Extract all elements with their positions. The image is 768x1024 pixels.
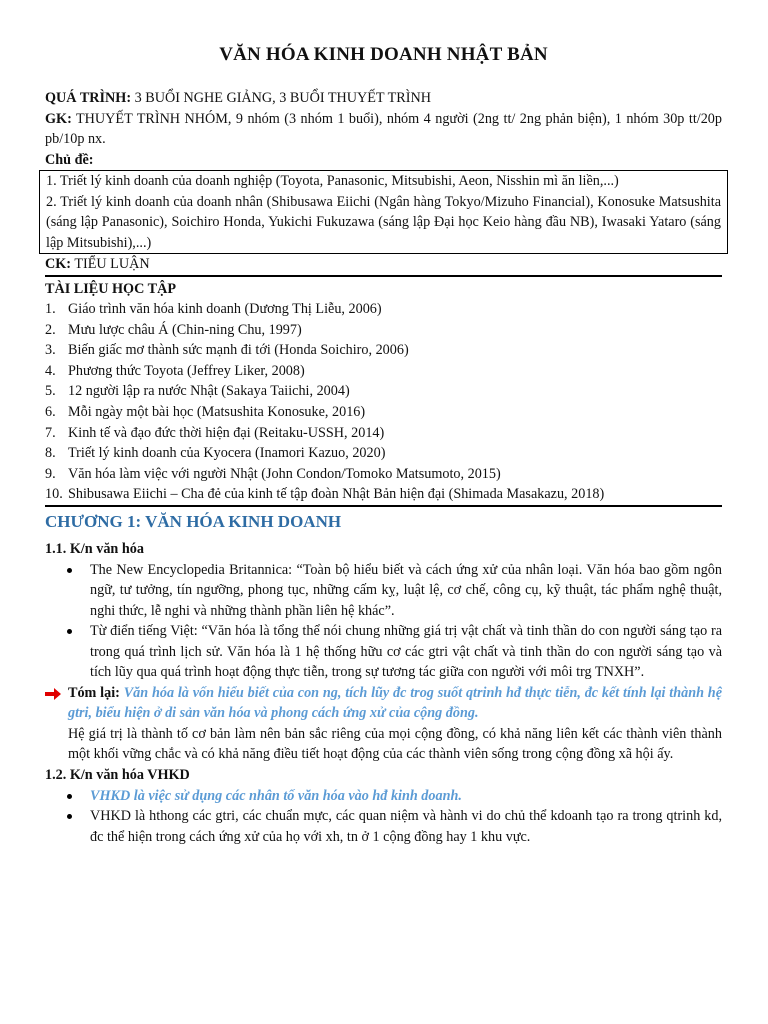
reference-item: 3. Biến giấc mơ thành sức mạnh đi tới (Honda Soichiro, 2006) [45,342,409,359]
ck-label: CK: [45,256,72,272]
gk-label: GK: [45,110,72,127]
reference-item: 5. 12 người lập ra nước Nhật (Sakaya Taiichi, 2004) [45,383,350,400]
bullet-icon [45,560,90,622]
list-item: VHKD là việc sử dụng các nhân tố văn hóa vào hđ kinh doanh. [45,786,722,807]
reference-item: 6. Mỗi ngày một bài học (Matsushita Konosuke, 2016) [45,403,366,420]
gk-text: THUYẾT TRÌNH NHÓM, 9 nhóm (3 nhóm 1 buổi), nhóm 4 người (2ng tt/ 2ng phản biện), 1 nhóm 30p tt/20p pb/10p nx. [45,110,722,147]
process-text: 3 BUỔI NGHE GIẢNG, 3 BUỔI THUYẾT TRÌNH [134,90,431,106]
gk-line [45,109,722,150]
bullet-icon [45,621,90,683]
reference-item: 7. Kinh tế và đạo đức thời hiện đại (Reitaku-USSH, 2014) [45,424,385,441]
list-item: The New Encyclopedia Britannica: “Toàn bộ hiểu biết và cách ứng xử của nhân loại. Văn hóa bao gồm ngôn ngữ, tư tưởng, tín ngưỡng, phong tục, những cấm kỵ, luật lệ, cơ chế, công cụ, kỹ thuật, tác phẩm nghệ thuật, nghi thức, lễ nghi và những thành phần liên hệ khác”. [45,560,722,622]
topic-item: 2. Triết lý kinh doanh của doanh nhân (Shibusawa Eiichi (Ngân hàng Tokyo/Mizuho Financial), Konosuke Matsushita (sáng lập Panasonic), Soichiro Honda, Yukichi Fukuzawa (sáng lập Đại học Keio hàng đầu NB), Iwasaki Yataro (sáng lập Mitsubishi),...) [46,193,721,251]
references-list [45,299,722,507]
section-heading: 1.1. K/n văn hóa [45,540,144,557]
topic-label: Chủ đề: [45,151,94,168]
process-label: QUÁ TRÌNH [45,90,127,106]
summary-block [45,683,722,724]
bullet-icon [45,806,90,847]
list-item: VHKD là hthong các gtri, các chuẩn mực, các quan niệm và hành vi do chủ thể kdoanh tạo ra trong qtrinh kd, đc thể hiện trong cách ứng xử của họ với xh, tn ở 1 cộng đồng hay 1 khu vực. [45,806,722,847]
chapter-heading: CHƯƠNG 1: VĂN HÓA KINH DOANH [45,511,342,531]
reference-item: 4. Phương thức Toyota (Jeffrey Liker, 2008) [45,362,305,379]
summary-label: Tóm lại: [68,684,120,701]
document-title: VĂN HÓA KINH DOANH NHẬT BẢN [219,44,548,65]
reference-item: 2. Mưu lược châu Á (Chin-ning Chu, 1997) [45,321,302,338]
reference-item: 9. Văn hóa làm việc với người Nhật (John Condon/Tomoko Matsumoto, 2015) [45,465,501,482]
summary-more: Hệ giá trị là thành tố cơ bản làm nên bản sắc riêng của mọi cộng đồng, có khả năng liên kết các thành viên thành một khối vững chắc và có khả năng điều tiết hoạt động của các thành viên sống trong cộng đồng xã hội ấy. [68,725,722,763]
reference-item: 8. Triết lý kinh doanh của Kyocera (Inamori Kazuo, 2020) [45,445,386,462]
reference-item: 1. Giáo trình văn hóa kinh doanh (Dương Thị Liễu, 2006) [45,301,382,317]
topic-item: 1. Triết lý kinh doanh của doanh nghiệp (Toyota, Panasonic, Mitsubishi, Aeon, Nisshin mì ăn liền,...) [46,173,619,189]
process-line: QUÁ TRÌNH: 3 BUỔI NGHE GIẢNG, 3 BUỔI THUYẾT TRÌNH [45,90,431,106]
arrow-right-icon [45,683,68,724]
bullet-icon [45,786,90,807]
topics-box [39,170,728,254]
references-title: TÀI LIỆU HỌC TẬP [45,280,176,297]
ck-line [45,254,722,277]
section-heading: 1.2. K/n văn hóa VHKD [45,766,190,783]
summary-text: Văn hóa là vốn hiểu biết của con ng, tích lũy đc trog suốt qtrinh hđ thực tiễn, đc kết tính lại thành hệ gtri, biểu hiện ở di sản văn hóa và phong cách ứng xử của cộng đồng. [68,684,722,722]
list-item: Từ điển tiếng Việt: “Văn hóa là tổng thể nói chung những giá trị vật chất và tinh thần do con người sáng tạo ra trong quá trình lịch sử. Văn hóa là 1 hệ thống hữu cơ các gtri vật chất và tinh thần do con người sáng tạo và tích lũy qua quá trình hoạt động thực tiễn, trong sự tương tác giữa con người với môi trg TNXH”. [45,621,722,683]
reference-item: 10. Shibusawa Eiichi – Cha đẻ của kinh tế tập đoàn Nhật Bản hiện đại (Shimada Masakazu, 2018) [45,486,605,503]
ck-text: TIỂU LUẬN [74,256,150,272]
document-page [45,44,722,847]
